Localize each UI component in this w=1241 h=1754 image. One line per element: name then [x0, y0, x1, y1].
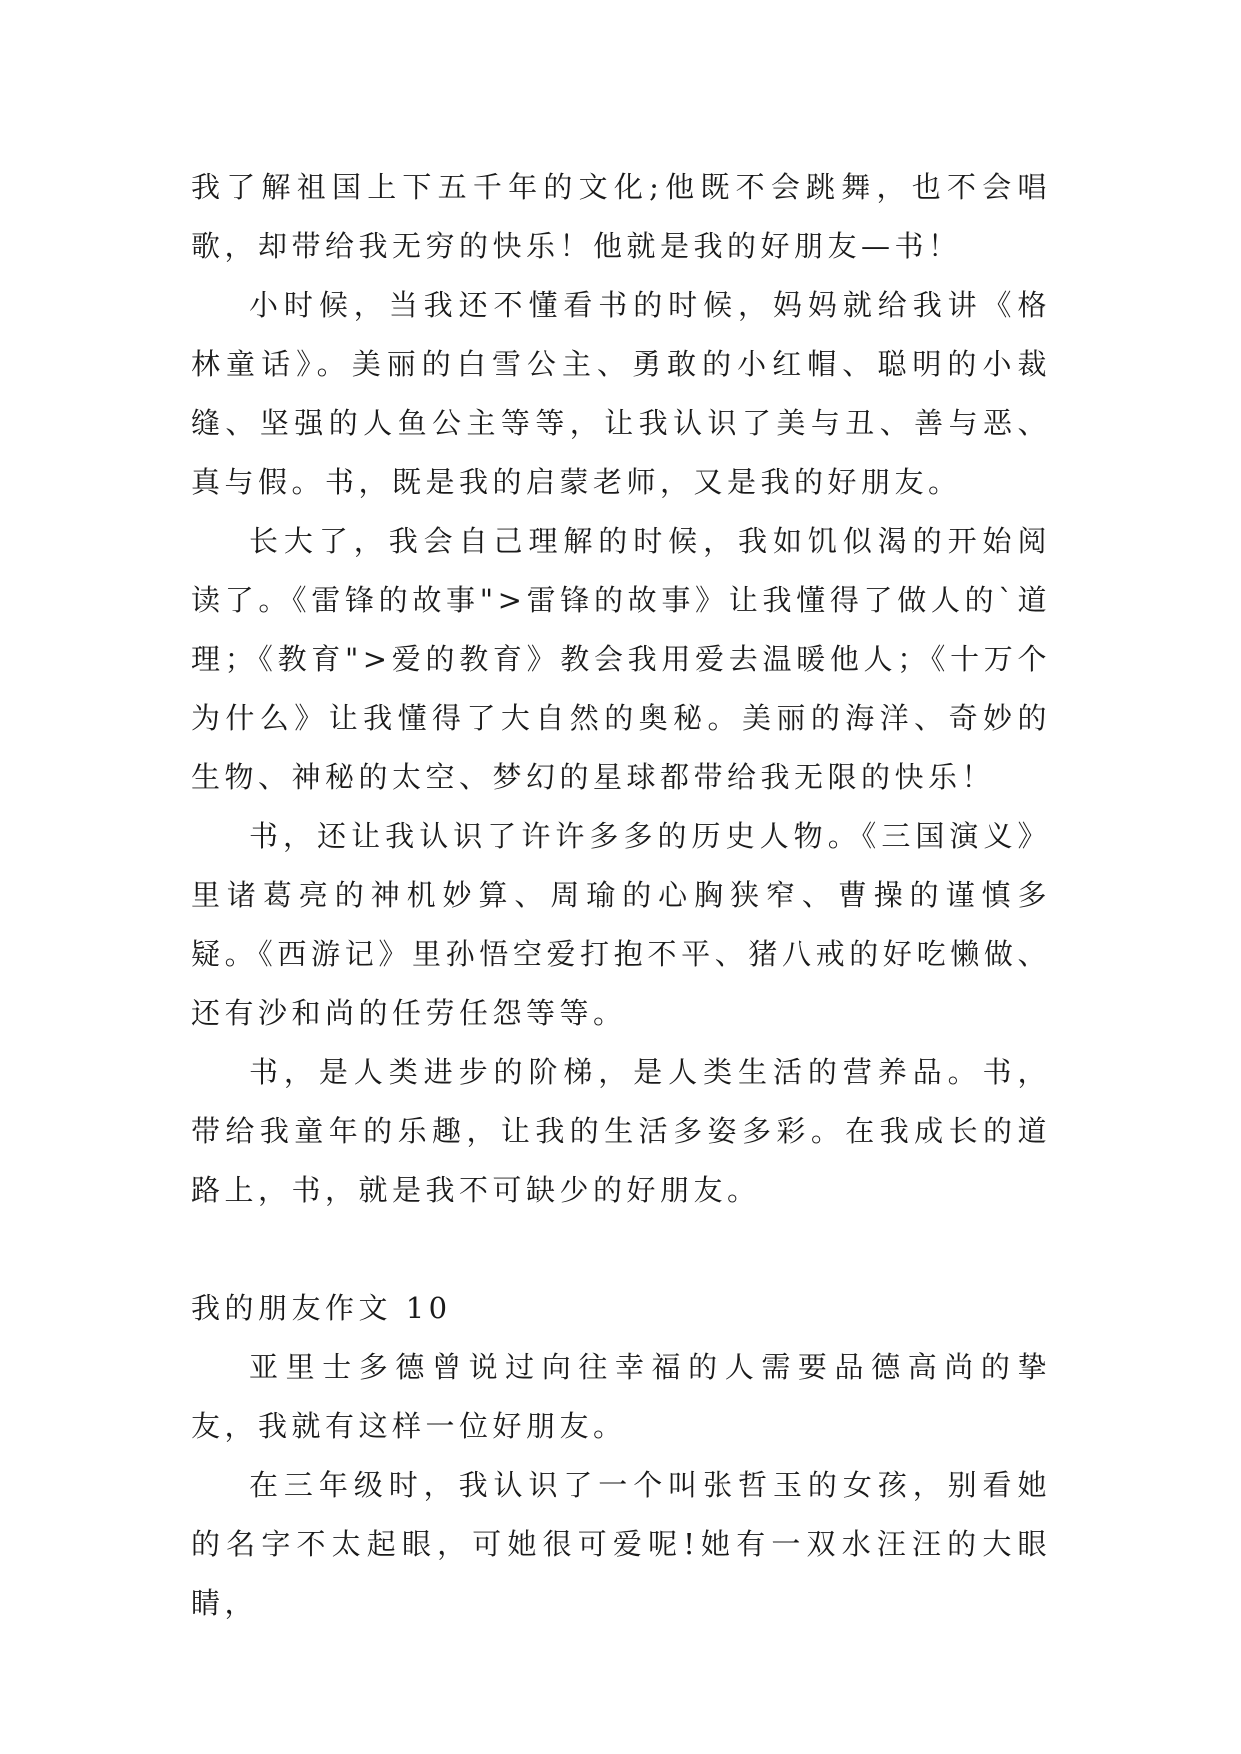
paragraph-continued: 我了解祖国上下五千年的文化;他既不会跳舞，也不会唱歌，却带给我无穷的快乐！他就是我的好朋友—书！ — [191, 170, 1051, 263]
section-spacer — [191, 1220, 1051, 1279]
section-title: 我的朋友作文 10 — [191, 1291, 452, 1325]
paragraph-aristotle: 亚里士多德曾说过向往幸福的人需要品德高尚的挚友，我就有这样一位好朋友。 — [191, 1350, 1051, 1443]
paragraph-grimm-fairy-tales: 小时候，当我还不懂看书的时候，妈妈就给我讲《格林童话》。美丽的白雪公主、勇敢的小红帽、聪明的小裁缝、坚强的人鱼公主等等，让我认识了美与丑、善与恶、真与假。书，既是我的启蒙老师，又是我的好朋友。 — [191, 288, 1051, 499]
paragraph-historical-figures: 书，还让我认识了许许多多的历史人物。《三国演义》里诸葛亮的神机妙算、周瑜的心胸狭窄、曹操的谨慎多疑。《西游记》里孙悟空爱打抱不平、猪八戒的好吃懒做、还有沙和尚的任劳任怨等等。 — [191, 819, 1051, 1030]
document-body — [191, 158, 1051, 1633]
paragraph-books-ladder: 书，是人类进步的阶梯，是人类生活的营养品。书，带给我童年的乐趣，让我的生活多姿多彩。在我成长的道路上，书，就是我不可缺少的好朋友。 — [191, 1055, 1051, 1207]
paragraph-growing-up-reading: 长大了，我会自己理解的时候，我如饥似渴的开始阅读了。《雷锋的故事">雷锋的故事》让我懂得了做人的`道理；《教育">爱的教育》教会我用爱去温暖他人；《十万个为什么》让我懂得了大自然的奥秘。美丽的海洋、奇妙的生物、神秘的太空、梦幻的星球都带给我无限的快乐！ — [191, 524, 1051, 794]
paragraph-third-grade: 在三年级时，我认识了一个叫张哲玉的女孩，别看她的名字不太起眼，可她很可爱呢!她有一双水汪汪的大眼睛， — [191, 1468, 1051, 1620]
